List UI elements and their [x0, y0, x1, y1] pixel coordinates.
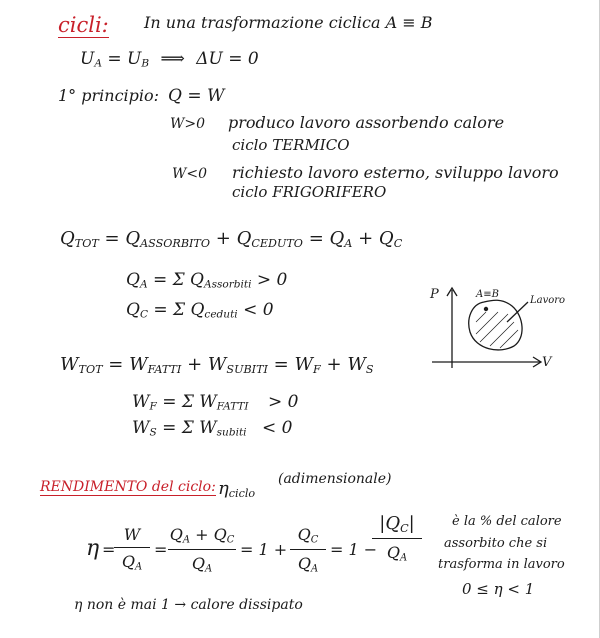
frac1-den: $Q_A$	[121, 552, 143, 573]
q-c-sub: C	[393, 236, 403, 250]
qc-sum-sub: ceduti	[204, 308, 238, 321]
qa-sum-sub: Assorbiti	[203, 278, 252, 291]
frac4-den: $Q_A$	[386, 542, 408, 564]
wf-sum-sub: FATTI	[216, 400, 249, 413]
delta-u: ΔU = 0	[196, 49, 259, 69]
ws-sym: W	[132, 418, 150, 438]
rendimento-title: RENDIMENTO del ciclo:	[40, 479, 216, 495]
case1-name: ciclo TERMICO	[232, 136, 350, 154]
qa-sym-sub: A	[139, 278, 148, 291]
principio-label: 1° principio:	[58, 86, 160, 105]
frac4-bar	[372, 538, 422, 539]
cycle-curve	[469, 300, 522, 350]
q-ass: Q	[125, 228, 141, 249]
cicli-title-sep: :	[101, 13, 109, 37]
u-a: U	[80, 49, 95, 69]
v-axis-label: V	[542, 355, 552, 370]
eq3: = 1 +	[240, 540, 288, 559]
eq2: =	[154, 540, 168, 559]
case2-condition: W<0	[172, 166, 208, 182]
w-plus2: +	[326, 354, 342, 375]
w-f: W	[294, 354, 313, 375]
eta-sub: ciclo	[228, 486, 256, 500]
w-s-sub: S	[365, 362, 374, 376]
q-ced-sub: CEDUTO	[251, 236, 303, 250]
frac2-bar	[168, 549, 236, 550]
footer-note: η non è mai 1 → calore dissipato	[74, 597, 303, 613]
wf-sym-sub: F	[149, 400, 157, 413]
qa-sym: Q	[126, 270, 140, 290]
case2-name: ciclo FRIGORIFERO	[232, 183, 387, 201]
cicli-title: cicli	[58, 13, 102, 37]
ws-sym-sub: S	[149, 426, 157, 439]
frac-absqc-over-qa	[372, 515, 422, 563]
qc-sum: = Σ Q	[153, 300, 205, 320]
q-eq2: =	[308, 228, 324, 249]
w-eq2: =	[273, 354, 289, 375]
w-f-sub: F	[313, 362, 321, 376]
eq4: = 1 −	[330, 540, 378, 559]
q-tot: Q	[60, 228, 75, 249]
frac4-num: $|Q_C|$	[379, 513, 415, 535]
u-a-sub: A	[94, 57, 102, 70]
wf-sum: = Σ W	[162, 392, 217, 412]
w-plus: +	[187, 354, 203, 375]
q-a-sub: A	[344, 236, 353, 250]
ws-sum-sub: subiti	[216, 426, 247, 439]
qc-sym-sub: C	[139, 308, 148, 321]
adimensionale-label: (adimensionale)	[278, 471, 392, 487]
eta-symbol: η	[218, 478, 229, 499]
case2-text: richiesto lavoro esterno, sviluppo lavoro	[232, 163, 559, 182]
case1-text: produco lavoro assorbendo calore	[228, 113, 505, 132]
frac1-bar	[114, 547, 150, 548]
frac1-num: W	[123, 525, 141, 544]
frac-qc-over-qa	[290, 527, 326, 575]
lavoro-label: Lavoro	[530, 295, 566, 306]
frac-sum-over-qa	[168, 527, 236, 575]
frac2-num: $Q_A + Q_C$	[169, 525, 235, 546]
implies-arrow: ⟹	[160, 49, 185, 69]
qc-sum-tail: < 0	[243, 300, 274, 320]
q-ass-sub: ASSORBITO	[140, 236, 211, 250]
q-a: Q	[329, 228, 345, 249]
w-fatti: W	[129, 354, 148, 375]
state-point-ab	[484, 307, 488, 311]
note-line-1: è la % del calore	[452, 514, 562, 529]
w-eq: =	[108, 354, 124, 375]
eta-lhs: η	[86, 536, 100, 561]
principio-equation: Q = W	[168, 86, 225, 106]
q-plus: +	[215, 228, 231, 249]
eq1: =	[102, 540, 116, 559]
q-c: Q	[378, 228, 394, 249]
case1-condition: W>0	[170, 116, 206, 132]
frac3-num: $Q_C$	[297, 525, 319, 546]
qc-sym: Q	[126, 300, 140, 320]
eta-range: 0 ≤ η < 1	[462, 580, 535, 598]
w-tot: W	[60, 354, 79, 375]
w-tot-sub: TOT	[78, 362, 103, 376]
u-b: U	[127, 49, 142, 69]
q-tot-sub: TOT	[74, 236, 99, 250]
eta-ciclo	[218, 480, 255, 499]
frac3-den: $Q_A$	[297, 554, 319, 575]
frac2-den: $Q_A$	[191, 554, 213, 575]
qa-sum: = Σ Q	[152, 270, 204, 290]
wf-sym: W	[132, 392, 150, 412]
qa-sum-tail: > 0	[256, 270, 288, 290]
frac-w-over-qa	[114, 527, 150, 572]
ab-label: A≡B	[476, 289, 499, 300]
w-fatti-sub: FATTI	[147, 362, 182, 376]
u-b-sub: B	[141, 57, 150, 70]
wf-sum-tail: > 0	[267, 392, 299, 412]
note-line-3: trasforma in lavoro	[438, 557, 565, 572]
ws-sum: = Σ W	[162, 418, 217, 438]
cicli-intro: In una trasformazione ciclica A ≡ B	[144, 13, 433, 32]
w-subiti: W	[207, 354, 227, 375]
p-axis-label: P	[430, 287, 439, 302]
w-subiti-sub: SUBITI	[226, 362, 268, 376]
frac3-bar	[290, 549, 326, 550]
q-ced: Q	[236, 228, 252, 249]
q-plus2: +	[358, 228, 374, 249]
u-eq: =	[107, 49, 122, 69]
w-s: W	[347, 354, 366, 375]
ws-sum-tail: < 0	[261, 418, 293, 438]
note-line-2: assorbito che si	[444, 536, 548, 551]
q-eq: =	[104, 228, 120, 249]
